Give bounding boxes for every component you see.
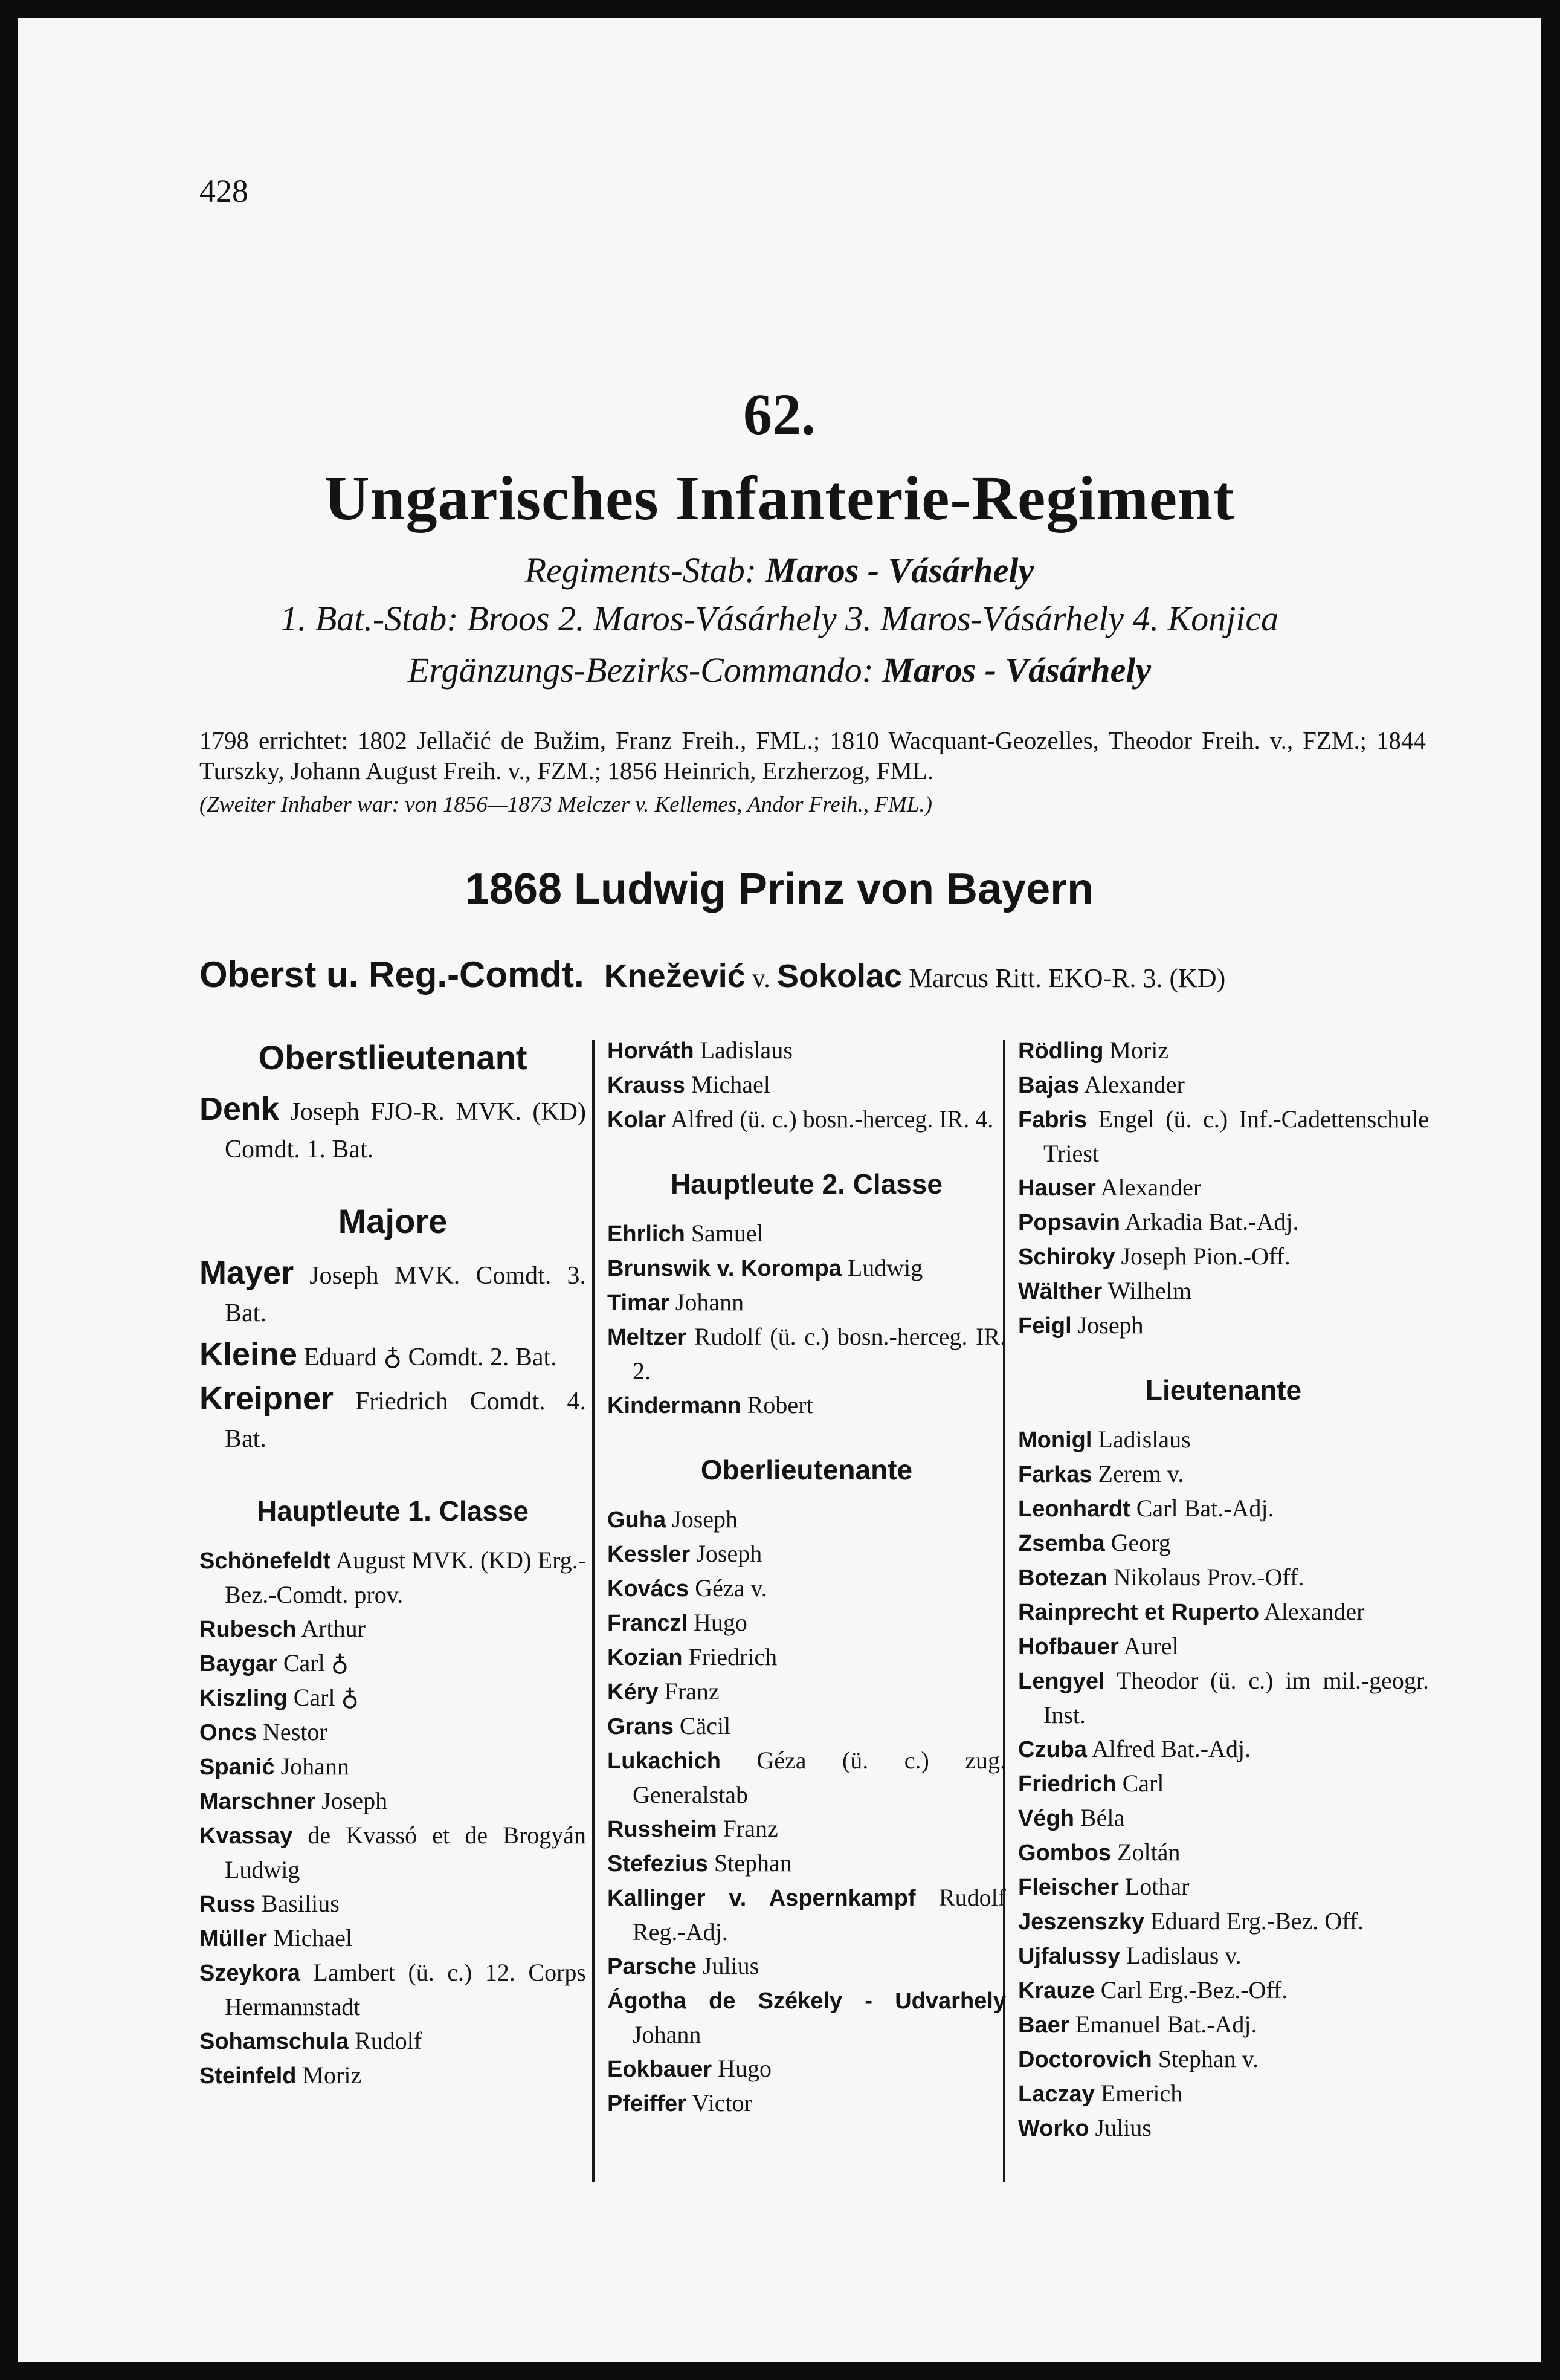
officer-details: Samuel bbox=[691, 1220, 764, 1247]
list-item bbox=[1018, 1595, 1429, 1629]
list-item bbox=[199, 1750, 586, 1784]
officer-name: Farkas bbox=[1018, 1462, 1092, 1487]
list-item bbox=[199, 1887, 586, 1921]
erg-place: Maros - Vásárhely bbox=[882, 650, 1152, 690]
officer-details: Emerich bbox=[1100, 2080, 1183, 2107]
officer-name: Kéry bbox=[607, 1680, 659, 1705]
list-item bbox=[1018, 1423, 1429, 1457]
battalion-stab-line: 1. Bat.-Stab: Broos 2. Maros-Vásárhely 3. Maros-Vásárhely 4. Konjica bbox=[280, 599, 1279, 638]
book-page bbox=[18, 18, 1541, 2362]
officer-details: Hugo bbox=[718, 2055, 772, 2082]
officer-name: Botezan bbox=[1018, 1565, 1107, 1591]
officer-name: Rainprecht et Ruperto bbox=[1018, 1600, 1260, 1625]
section-heading: Oberstlieutenant bbox=[258, 1038, 527, 1076]
list-item bbox=[607, 1388, 1006, 1423]
officer-name: Krauze bbox=[1018, 1978, 1095, 2003]
list-item bbox=[1018, 1835, 1429, 1870]
list-item bbox=[607, 1949, 1006, 1984]
list-item bbox=[607, 1217, 1006, 1251]
officer-name: Oncs bbox=[199, 1720, 257, 1745]
officer-details: Franz bbox=[664, 1678, 720, 1705]
officer-details: Rudolf (ü. c.) bosn.-herceg. IR. 2. bbox=[633, 1323, 1006, 1385]
list-item bbox=[199, 1090, 586, 1168]
list-item bbox=[1018, 2042, 1429, 2077]
commander-name-2: Sokolac bbox=[776, 958, 903, 994]
officer-details: Franz bbox=[723, 1815, 778, 1842]
officer-name: Timar bbox=[607, 1290, 669, 1316]
regiment-owner: 1868 Ludwig Prinz von Bayern bbox=[465, 865, 1094, 913]
officer-details: Eduard ♁ Comdt. 2. Bat. bbox=[303, 1344, 557, 1371]
list-item bbox=[1018, 1240, 1429, 1274]
stab-label: Regiments-Stab: bbox=[524, 551, 757, 590]
officer-details: Alfred (ü. c.) bosn.-herceg. IR. 4. bbox=[670, 1105, 994, 1133]
officer-details: Nikolaus Prov.-Off. bbox=[1113, 1563, 1304, 1591]
officer-details: Alexander bbox=[1084, 1071, 1185, 1098]
list-item bbox=[1018, 1205, 1429, 1240]
list-item bbox=[607, 1709, 1006, 1744]
list-item bbox=[607, 1744, 1006, 1812]
officer-details: Alexander bbox=[1100, 1174, 1202, 1201]
list-item bbox=[607, 2086, 1006, 2121]
officer-name: Zsemba bbox=[1018, 1531, 1105, 1556]
officer-name: Lukachich bbox=[607, 1748, 721, 1774]
list-item bbox=[1018, 2111, 1429, 2146]
officer-details: Ladislaus bbox=[1098, 1426, 1191, 1453]
officer-name: Müller bbox=[199, 1926, 267, 1952]
column-3 bbox=[1018, 1033, 1429, 2146]
officer-details: Arkadia Bat.-Adj. bbox=[1124, 1208, 1299, 1235]
officer-name: Schiroky bbox=[1018, 1244, 1115, 1270]
officer-name: Sohamschula bbox=[199, 2029, 349, 2054]
officer-details: Géza v. bbox=[695, 1574, 767, 1602]
officer-name: Bajas bbox=[1018, 1073, 1080, 1098]
officer-name: Russ bbox=[199, 1892, 256, 1917]
regiment-title: Ungarisches Infanterie-Regiment bbox=[324, 464, 1235, 533]
page-number: 428 bbox=[199, 173, 248, 209]
officer-name: Denk bbox=[199, 1091, 280, 1127]
officer-details: Lambert (ü. c.) 12. Corps Hermannstadt bbox=[225, 1959, 586, 2020]
list-item bbox=[199, 1715, 586, 1750]
officer-details: Carl bbox=[1122, 1770, 1164, 1797]
officer-details: Joseph bbox=[696, 1540, 762, 1567]
officer-name: Kleine bbox=[199, 1336, 298, 1373]
officer-details: Zoltán bbox=[1117, 1838, 1181, 1866]
officer-name: Parsche bbox=[607, 1954, 697, 1979]
ergaenzungs-line bbox=[18, 650, 1541, 690]
officer-details: Eduard Erg.-Bez. Off. bbox=[1150, 1907, 1364, 1935]
officer-details: Victor bbox=[692, 2089, 752, 2116]
list-item bbox=[1018, 1664, 1429, 1732]
officer-name: Lengyel bbox=[1018, 1669, 1105, 1694]
list-item bbox=[607, 1881, 1006, 1949]
list-item bbox=[607, 1846, 1006, 1881]
officer-details: Arthur bbox=[301, 1615, 366, 1642]
officer-details: Johann bbox=[633, 2021, 701, 2048]
officer-name: Fleischer bbox=[1018, 1875, 1119, 1900]
officer-name: Kindermann bbox=[607, 1393, 741, 1418]
list-item bbox=[1018, 1939, 1429, 1973]
officer-name: Franczl bbox=[607, 1611, 688, 1636]
list-item bbox=[199, 1336, 586, 1376]
officer-details: Lothar bbox=[1124, 1873, 1190, 1900]
officer-details: Rudolf bbox=[355, 2027, 422, 2054]
officer-details: Hugo bbox=[694, 1609, 747, 1636]
list-item bbox=[1018, 1767, 1429, 1801]
list-item bbox=[199, 1380, 586, 1458]
officer-details: Basilius bbox=[261, 1890, 340, 1917]
officer-details: Joseph bbox=[1077, 1311, 1144, 1339]
commander-line bbox=[199, 954, 1225, 995]
commander-name: Knežević bbox=[604, 958, 746, 994]
officer-details: Ladislaus bbox=[700, 1036, 793, 1064]
list-item bbox=[1018, 1904, 1429, 1939]
officer-details: Cäcil bbox=[679, 1712, 731, 1739]
list-item bbox=[607, 1251, 1006, 1285]
list-item bbox=[1018, 1629, 1429, 1664]
officer-details: Alfred Bat.-Adj. bbox=[1091, 1735, 1251, 1762]
officer-name: Kreipner bbox=[199, 1380, 334, 1417]
regiment-number: 62. bbox=[743, 382, 816, 447]
officer-details: Béla bbox=[1080, 1804, 1125, 1831]
officer-name: Laczay bbox=[1018, 2081, 1095, 2107]
officer-details: Engel (ü. c.) Inf.-Cadettenschule Triest bbox=[1043, 1105, 1429, 1167]
officer-name: Doctorovich bbox=[1018, 2047, 1152, 2072]
officer-name: Brunswik v. Korompa bbox=[607, 1256, 842, 1281]
list-item bbox=[1018, 1457, 1429, 1492]
officer-name: Kolar bbox=[607, 1107, 666, 1133]
column-2 bbox=[607, 1033, 1006, 2121]
list-item bbox=[1018, 1274, 1429, 1308]
officer-name: Marschner bbox=[199, 1789, 316, 1814]
officer-details: Moriz bbox=[302, 2061, 362, 2089]
officer-details: Alexander bbox=[1263, 1598, 1365, 1625]
officer-name: Jeszenszky bbox=[1018, 1909, 1145, 1935]
officer-details: Johann bbox=[280, 1753, 349, 1780]
list-item bbox=[199, 1544, 586, 1612]
officer-details: Julius bbox=[702, 1952, 759, 1979]
list-item bbox=[607, 1812, 1006, 1846]
list-item bbox=[199, 1784, 586, 1819]
list-item bbox=[607, 2052, 1006, 2086]
list-item bbox=[199, 1612, 586, 1646]
officer-name: Monigl bbox=[1018, 1428, 1092, 1453]
officer-name: Meltzer bbox=[607, 1325, 686, 1350]
officer-details: Carl ♁ bbox=[283, 1649, 349, 1677]
second-holder-note: (Zweiter Inhaber war: von 1856—1873 Melczer v. Kellemes, Andor Freih., FML.) bbox=[199, 792, 932, 817]
officer-name: Ujfalussy bbox=[1018, 1944, 1120, 1969]
officer-name: Guha bbox=[607, 1507, 666, 1533]
officer-details: August MVK. (KD) Erg.-Bez.-Comdt. prov. bbox=[225, 1547, 586, 1608]
list-item bbox=[607, 1640, 1006, 1675]
list-item bbox=[607, 1675, 1006, 1709]
list-item bbox=[1018, 1526, 1429, 1560]
list-item bbox=[607, 1285, 1006, 1320]
officer-details: Friedrich Comdt. 4. Bat. bbox=[225, 1388, 586, 1453]
officer-name: Kovács bbox=[607, 1576, 689, 1602]
list-item bbox=[1018, 1033, 1429, 1068]
officer-details: Joseph FJO-R. MVK. (KD) Comdt. 1. Bat. bbox=[225, 1098, 586, 1163]
officer-details: Joseph MVK. Comdt. 3. Bat. bbox=[225, 1262, 586, 1327]
officer-name: Feigl bbox=[1018, 1313, 1072, 1339]
officer-details: Joseph Pion.-Off. bbox=[1121, 1243, 1291, 1270]
stab-place: Maros - Vásárhely bbox=[765, 551, 1034, 590]
officer-name: Pfeiffer bbox=[607, 2091, 686, 2116]
list-item bbox=[607, 1033, 1006, 1068]
officer-details: Joseph bbox=[672, 1505, 738, 1533]
officer-name: Spanić bbox=[199, 1754, 275, 1780]
list-item bbox=[1018, 1068, 1429, 1102]
officer-name: Végh bbox=[1018, 1806, 1074, 1831]
list-item bbox=[199, 2058, 586, 2093]
officer-details: Michael bbox=[272, 1924, 352, 1952]
officer-name: Szeykora bbox=[199, 1961, 300, 1986]
officer-name: Russheim bbox=[607, 1817, 717, 1842]
list-item bbox=[607, 1984, 1006, 2052]
list-item bbox=[1018, 1102, 1429, 1171]
list-item bbox=[1018, 1308, 1429, 1343]
officer-name: Wälther bbox=[1018, 1279, 1103, 1304]
officer-details: Stephan v. bbox=[1158, 2045, 1259, 2072]
officer-details: Ludwig bbox=[847, 1254, 923, 1281]
list-item bbox=[1018, 2008, 1429, 2042]
list-item bbox=[199, 2024, 586, 2058]
officer-details: Joseph bbox=[321, 1787, 388, 1814]
list-item bbox=[199, 1681, 586, 1715]
officer-name: Kvassay bbox=[199, 1823, 293, 1849]
list-item bbox=[199, 1254, 586, 1332]
officer-details: Emanuel Bat.-Adj. bbox=[1075, 2011, 1257, 2038]
commander-details: Marcus Ritt. EKO-R. 3. (KD) bbox=[909, 963, 1226, 993]
list-item bbox=[199, 1646, 586, 1681]
officer-details: Carl ♁ bbox=[293, 1684, 359, 1711]
officer-name: Eokbauer bbox=[607, 2057, 712, 2082]
section-heading: Oberlieutenante bbox=[700, 1454, 913, 1486]
officer-details: Wilhelm bbox=[1107, 1277, 1191, 1304]
officer-name: Baygar bbox=[199, 1651, 277, 1677]
list-item bbox=[1018, 1560, 1429, 1595]
column-divider bbox=[592, 1040, 595, 2182]
officer-details: Friedrich bbox=[688, 1643, 778, 1670]
officer-details: Zerem v. bbox=[1098, 1460, 1184, 1487]
officer-details: Theodor (ü. c.) im mil.-geogr. Inst. bbox=[1043, 1667, 1429, 1728]
list-item bbox=[607, 1571, 1006, 1606]
officer-details: Georg bbox=[1110, 1529, 1171, 1556]
officer-details: de Kvassó et de Brogyán Ludwig bbox=[225, 1822, 586, 1883]
officer-name: Rubesch bbox=[199, 1617, 297, 1642]
list-item bbox=[199, 1819, 586, 1887]
commander-particle: v. bbox=[752, 963, 770, 993]
list-item bbox=[607, 1502, 1006, 1537]
officer-name: Rödling bbox=[1018, 1038, 1104, 1064]
officer-name: Ágotha de Székely - Udvarhely bbox=[607, 1988, 1006, 2014]
officer-name: Horváth bbox=[607, 1038, 694, 1064]
officer-name: Ehrlich bbox=[607, 1221, 685, 1247]
list-item bbox=[607, 1320, 1006, 1388]
list-item bbox=[1018, 1870, 1429, 1904]
officer-name: Steinfeld bbox=[199, 2063, 297, 2089]
officer-name: Fabris bbox=[1018, 1107, 1088, 1133]
officer-details: Stephan bbox=[714, 1849, 792, 1877]
officer-details: Aurel bbox=[1123, 1632, 1179, 1660]
officer-name: Worko bbox=[1018, 2116, 1089, 2141]
officer-details: Moriz bbox=[1109, 1036, 1169, 1064]
officer-details: Michael bbox=[691, 1071, 770, 1098]
officer-name: Popsavin bbox=[1018, 1210, 1120, 1235]
section-heading: Hauptleute 2. Classe bbox=[671, 1168, 943, 1200]
officer-details: Robert bbox=[747, 1391, 813, 1418]
list-item bbox=[607, 1537, 1006, 1571]
list-item bbox=[607, 1102, 1006, 1137]
officer-name: Kozian bbox=[607, 1645, 683, 1670]
officer-name: Kallinger v. Aspernkampf bbox=[607, 1886, 916, 1911]
section-heading: Majore bbox=[338, 1202, 448, 1240]
officer-name: Krauss bbox=[607, 1073, 685, 1098]
officer-name: Hofbauer bbox=[1018, 1634, 1119, 1660]
officer-details: Carl Bat.-Adj. bbox=[1136, 1495, 1274, 1522]
officer-name: Leonhardt bbox=[1018, 1496, 1130, 1522]
officer-name: Kessler bbox=[607, 1542, 691, 1567]
officer-name: Gombos bbox=[1018, 1840, 1112, 1866]
commander-rank: Oberst u. Reg.-Comdt. bbox=[199, 954, 584, 995]
list-item bbox=[1018, 1973, 1429, 2008]
list-item bbox=[1018, 1171, 1429, 1205]
list-item bbox=[1018, 1492, 1429, 1526]
column-1 bbox=[199, 1033, 586, 2093]
list-item bbox=[1018, 1801, 1429, 1835]
list-item bbox=[607, 1606, 1006, 1640]
officer-name: Czuba bbox=[1018, 1737, 1087, 1762]
officer-details: Johann bbox=[675, 1289, 744, 1316]
officer-name: Stefezius bbox=[607, 1851, 708, 1877]
list-item bbox=[199, 1956, 586, 2024]
officer-name: Kiszling bbox=[199, 1686, 288, 1711]
section-heading: Lieutenante bbox=[1145, 1374, 1302, 1406]
regiment-history: 1798 errichtet: 1802 Jellačić de Bužim, Franz Freih., FML.; 1810 Wacquant-Geozelles, Theodor Freih. v., FZM.; 1844 Turszky, Johann August Freih. v., FZM.; 1856 Heinrich, Erzherzog, FML. bbox=[199, 726, 1426, 784]
officer-name: Schönefeldt bbox=[199, 1548, 331, 1574]
officer-name: Friedrich bbox=[1018, 1771, 1117, 1797]
officer-name: Baer bbox=[1018, 2013, 1069, 2038]
erg-label: Ergänzungs-Bezirks-Commando: bbox=[407, 650, 874, 690]
officer-details: Carl Erg.-Bez.-Off. bbox=[1100, 1976, 1288, 2003]
officer-name: Mayer bbox=[199, 1255, 294, 1291]
officer-details: Ladislaus v. bbox=[1126, 1942, 1242, 1969]
list-item bbox=[199, 1921, 586, 1956]
list-item bbox=[1018, 1732, 1429, 1767]
officer-details: Nestor bbox=[263, 1718, 327, 1745]
officer-details: Julius bbox=[1095, 2114, 1152, 2141]
officer-details: Rudolf Reg.-Adj. bbox=[633, 1884, 1007, 1945]
officer-name: Hauser bbox=[1018, 1175, 1096, 1201]
officer-name: Grans bbox=[607, 1714, 674, 1739]
list-item bbox=[607, 1068, 1006, 1102]
list-item bbox=[1018, 2077, 1429, 2111]
section-heading: Hauptleute 1. Classe bbox=[257, 1495, 529, 1527]
regiments-stab-line bbox=[18, 550, 1541, 590]
officer-details: Géza (ü. c.) zug. Generalstab bbox=[633, 1747, 1006, 1808]
